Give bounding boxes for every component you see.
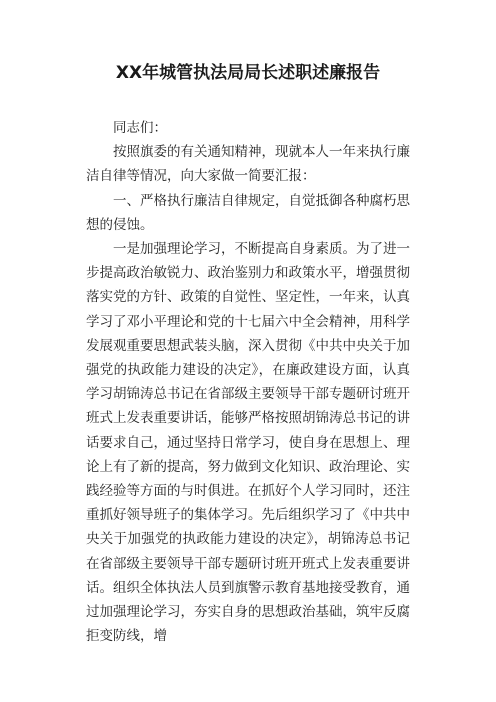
body-paragraph-2: 一、严格执行廉洁自律规定，自觉抵御各种腐朽思想的侵蚀。 bbox=[86, 192, 410, 233]
body-paragraph-3: 一是加强理论学习，不断提高自身素质。为了进一步提高政治敏锐力、政治鉴别力和政策水平，增强贯彻落实党的方针、政策的自觉性、坚定性，一年来，认真学习了邓小平理论和党的十七届六中全会精神，用科学发展观重要思想武装头脑，深入贯彻《中共中央关于加强党的执政能力建设的决定》，在廉政建设方面，认真学习胡锦涛总书记在省部级主要领导干部专题研讨班开班式上发表重要讲话，能够严格按照胡锦涛总书记的讲话要求自己，通过坚持日常学习，使自身在思想上、理论上有了新的提高，努力做到文化知识、政治理论、实践经验等方面的与时俱进。在抓好个人学习同时，还注重抓好领导班子的集体学习。先后组织学习了《中共中央关于加强党的执政能力建设的决定》，胡锦涛总书记在省部级主要领导干部专题研讨班开班式上发表重要讲话。组织全体执法人员到旗警示教育基地接受教育，通过加强理论学习，夯实自身的思想政治基础，筑牢反腐拒变防线，增 bbox=[86, 241, 410, 645]
document-title: XX年城管执法局局长述职述廉报告 bbox=[115, 63, 381, 83]
greeting-paragraph: 同志们： bbox=[113, 120, 167, 136]
document-body bbox=[86, 116, 410, 648]
body-paragraph-1: 按照旗委的有关通知精神，现就本人一年来执行廉洁自律等情况，向大家做一简要汇报： bbox=[86, 144, 410, 185]
